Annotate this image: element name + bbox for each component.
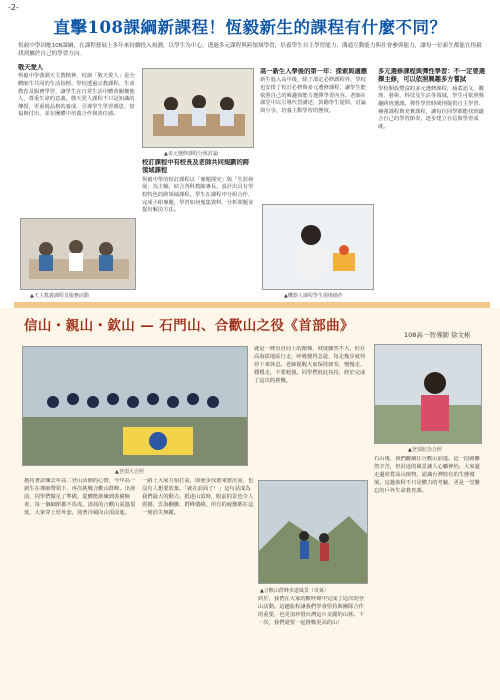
bottom-photo3-caption: ▲合歡山群峰步道風景（奇萊） — [260, 588, 329, 594]
bottom-photo1-caption: ▲登頂大合照 — [115, 469, 144, 475]
robot-class-illustration — [263, 205, 374, 290]
column-4-body: 學校開設豐富的多元選修課程，涵蓋語文、數理、藝術、科技及生活等領域，學生可依照興趣跨班選課。彈性學習時間則提供自主學習、補強課程與充實課程，讓每位同學都能找到適合自己的學習節奏，逐步建立自信與學習成就。 — [378, 85, 484, 130]
photo-group-summit — [22, 346, 248, 466]
column-2-heading: 校訂課程中有校長及老師共同規劃的跨領域課程 — [142, 159, 250, 175]
bottom-column-3: 就是一條直直向上的階梯，坡度雖然不大，但在高海拔地區行走，呼吸變得急促，每走幾步就得停下來休息。老師提醒大家保持節奏，慢慢走、穩穩走，不要勉強。同學們彼此扶持，終於完成了這次的挑戰。 — [254, 346, 366, 384]
bottom-column-2: 一路上大家互相打氣，即使步伐愈來愈沉重，也沒有人想要放棄。「就在前面了！」這句話成為我們最大的動力。抵達山頂時，眼前的景色令人震撼，雲海翻騰、群峰環繞，所有的疲憊都在這一刻消失無蹤。 — [142, 478, 254, 516]
photo2-caption: ▲多元選修課程分組討論 — [164, 151, 218, 157]
bottom-photo2-caption: ▲登頂紀念合照 — [408, 447, 442, 453]
portrait-illustration — [375, 345, 482, 444]
photo1-caption: ▲天主教義課程及服務活動 — [30, 293, 89, 299]
photo3-caption: ▲機器人課程學生現場操作 — [284, 293, 343, 299]
photo-portrait — [374, 344, 482, 444]
column-4-heading: 多元選修課程與彈性學習：不一定要選擇主修，可以依照興趣多方嘗試 — [378, 68, 486, 84]
bottom-column-5: 終於，我們在大家的歡呼聲中完成了這次的登山活動。這趟旅程讓我們學會堅持與團隊合作的重要，也更加珍惜台灣這片美麗的山林。下一次，我們還要一起挑戰更高的山！ — [258, 596, 364, 626]
bottom-article-title: 信山・親山・欽山 — 石門山、合歡山之役《首部曲》 — [24, 318, 354, 334]
bottom-column-1: 抱持著試煉去年高二登山活動的心情，今年高一新生在導師帶領下，再次挑戰合歡山群峰。出發前，同學們做足了準備，從體能訓練到裝備檢查，每一個細節都不馬虎。清晨的合歡山氣溫很低，大家穿上厚外套，迎著冷風向山頂前進。 — [24, 478, 136, 516]
column-3-body: 新生進入高中後，除了部定必修課程外，學校也安排了校訂必修與多元選修課程，讓學生能依照自己的興趣與能力選擇學習內容。老師在課堂中以引導代替講述，鼓勵學生提問、討論與分享，培養主動學習的態度。 — [260, 77, 366, 114]
column-3-heading: 高一新生入學後的第一年：探索與適應 — [260, 68, 368, 75]
bottom-article-author: 108高一智導師 徐文彬 — [404, 331, 471, 339]
page-headline: 直擊108課綱新課程！恆毅新生的課程有什麼不同？ — [53, 18, 447, 37]
discussion-illustration — [143, 69, 254, 148]
article-column-3 — [260, 68, 370, 198]
photo-class-discussion — [142, 68, 254, 148]
trail-illustration — [259, 481, 368, 584]
photo-religious-class — [20, 218, 136, 290]
photo-robot-class — [262, 204, 374, 290]
column-1-body: 恆毅中學強調天主教精神，校訓「敬天愛人」是全體師生共同的生活指標。學校透過宗教課程、生命教育及服務學習，讓學生在日常生活中體會關懷他人、尊重生命的意義。敬天愛人課程不只是知識的傳授，更重視品格的養成，引導學生學習感恩、惜福與付出，並在團體中培養合作與責任感。 — [18, 73, 135, 118]
bottom-column-4: 石山後，我們繼續往合歡山前進。這一段路雖然辛苦，但沿途的風景讓人心曠神怡。大家邊走邊欣賞高山植物，認識台灣特有的生態環境。這趟旅程不只是體力的考驗，更是一堂難忘的戶外生命教育課。 — [374, 456, 480, 494]
classroom-illustration — [21, 219, 136, 290]
page-number: -2- — [8, 3, 19, 12]
top-section — [14, 64, 490, 300]
group-summit-illustration — [23, 347, 248, 466]
column-1-heading: 敬天愛人 — [18, 64, 44, 71]
photo-trail — [258, 480, 368, 584]
intro-paragraph: 恆毅中學因應108課綱，在課程發展上多年來持續投入規劃，以學生為中心，透過多元課程與跨領域學習，培養學生自主學習能力、溝通互動能力與社會參與能力，讓每一位新生都能在恆毅找到屬於自己的學習方向。 — [18, 43, 482, 57]
column-2-body: 恆毅中學的校訂課程以「專題探究」與「生涯發展」為主軸，結合各科教師專長，設計出具有學校特色的跨領域課程。學生在課程中分組合作，完成小組專題，學習如何蒐集資料、分析問題並提出解決方法。 — [142, 176, 254, 214]
article-column-2 — [142, 159, 254, 289]
article-column-4 — [378, 68, 488, 296]
